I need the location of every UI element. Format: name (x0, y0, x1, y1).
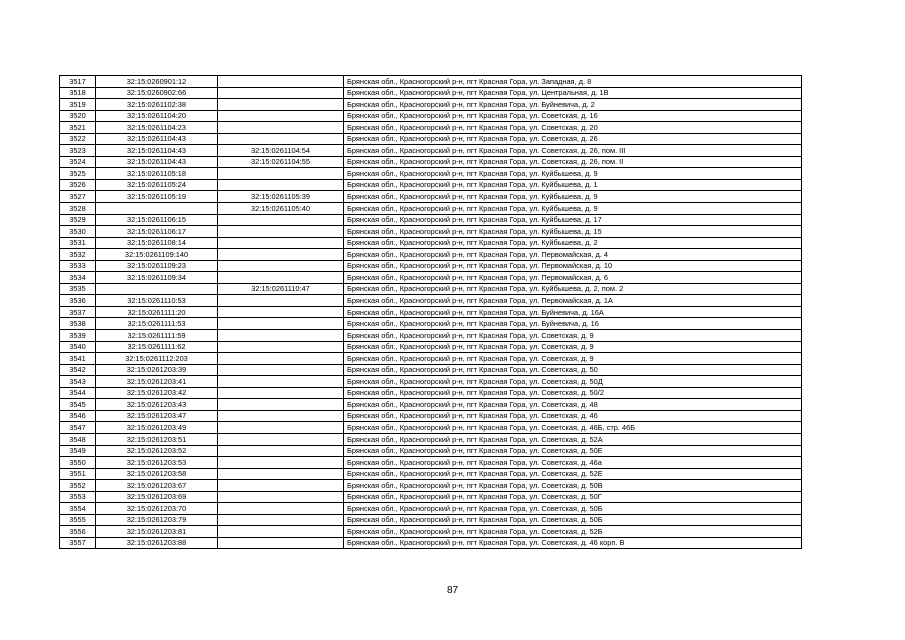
table-row (60, 110, 802, 122)
address-cell: Брянская обл., Красногорский р-н, пгт Красная Гора, ул. Советская, д. 9 (344, 341, 802, 353)
table-row (60, 503, 802, 515)
address-cell: Брянская обл., Красногорский р-н, пгт Красная Гора, ул. Советская, д. 48 (344, 399, 802, 411)
address-cell: Брянская обл., Красногорский р-н, пгт Красная Гора, ул. Куйбышева, д. 9 (344, 168, 802, 180)
building-cadastral-number-cell: 32:15:0261104:55 (218, 156, 344, 168)
address-cell: Брянская обл., Красногорский р-н, пгт Красная Гора, ул. Советская, д. 50Б (344, 503, 802, 515)
table-row (60, 491, 802, 503)
table-body (60, 76, 802, 549)
address-cell: Брянская обл., Красногорский р-н, пгт Красная Гора, ул. Первомайская, д. 6 (344, 272, 802, 284)
cadastral-number-cell: 32:15:0261105:18 (96, 168, 218, 180)
address-cell: Брянская обл., Красногорский р-н, пгт Красная Гора, ул. Советская, д. 50Г (344, 491, 802, 503)
address-cell: Брянская обл., Красногорский р-н, пгт Красная Гора, ул. Западная, д. 8 (344, 76, 802, 88)
table-row (60, 445, 802, 457)
row-number-cell: 3525 (60, 168, 96, 180)
table-row (60, 179, 802, 191)
table-row (60, 295, 802, 307)
cadastral-number-cell: 32:15:0261111:53 (96, 318, 218, 330)
address-cell: Брянская обл., Красногорский р-н, пгт Красная Гора, ул. Буйневича, д. 2 (344, 99, 802, 111)
row-number-cell: 3549 (60, 445, 96, 457)
row-number-cell: 3518 (60, 87, 96, 99)
address-cell: Брянская обл., Красногорский р-н, пгт Красная Гора, ул. Куйбышева, д. 17 (344, 214, 802, 226)
table-row (60, 249, 802, 261)
table-row (60, 237, 802, 249)
building-cadastral-number-cell (218, 364, 344, 376)
row-number-cell: 3526 (60, 179, 96, 191)
address-cell: Брянская обл., Красногорский р-н, пгт Красная Гора, ул. Советская, д. 46а (344, 457, 802, 469)
table-row (60, 145, 802, 157)
table-row (60, 260, 802, 272)
row-number-cell: 3537 (60, 306, 96, 318)
building-cadastral-number-cell (218, 526, 344, 538)
table-row (60, 272, 802, 284)
row-number-cell: 3554 (60, 503, 96, 515)
row-number-cell: 3529 (60, 214, 96, 226)
address-cell: Брянская обл., Красногорский р-н, пгт Красная Гора, ул. Первомайская, д. 1А (344, 295, 802, 307)
building-cadastral-number-cell (218, 214, 344, 226)
address-cell: Брянская обл., Красногорский р-н, пгт Красная Гора, ул. Центральная, д. 1В (344, 87, 802, 99)
cadastral-number-cell: 32:15:0261109:34 (96, 272, 218, 284)
page-number: 87 (446, 585, 459, 596)
address-cell: Брянская обл., Красногорский р-н, пгт Красная Гора, ул. Куйбышева, д. 2 (344, 237, 802, 249)
row-number-cell: 3533 (60, 260, 96, 272)
cadastral-number-cell: 32:15:0261203:70 (96, 503, 218, 515)
building-cadastral-number-cell (218, 480, 344, 492)
address-cell: Брянская обл., Красногорский р-н, пгт Красная Гора, ул. Советская, д. 46 корп. В (344, 537, 802, 549)
table-row (60, 318, 802, 330)
row-number-cell: 3531 (60, 237, 96, 249)
building-cadastral-number-cell (218, 237, 344, 249)
table-row (60, 156, 802, 168)
address-cell: Брянская обл., Красногорский р-н, пгт Красная Гора, ул. Буйневича, д. 16 (344, 318, 802, 330)
building-cadastral-number-cell (218, 318, 344, 330)
address-cell: Брянская обл., Красногорский р-н, пгт Красная Гора, ул. Советская, д. 46 (344, 410, 802, 422)
building-cadastral-number-cell (218, 226, 344, 238)
table-row (60, 399, 802, 411)
table-row (60, 422, 802, 434)
cadastral-number-cell: 32:15:0261203:53 (96, 457, 218, 469)
building-cadastral-number-cell (218, 387, 344, 399)
address-cell: Брянская обл., Красногорский р-н, пгт Красная Гора, ул. Советская, д. 26, пом. II (344, 156, 802, 168)
building-cadastral-number-cell (218, 457, 344, 469)
table-row (60, 214, 802, 226)
cadastral-number-cell: 32:15:0261109:140 (96, 249, 218, 261)
row-number-cell: 3544 (60, 387, 96, 399)
cadastral-number-cell: 32:15:0261108:14 (96, 237, 218, 249)
address-cell: Брянская обл., Красногорский р-н, пгт Красная Гора, ул. Куйбышева, д. 9 (344, 203, 802, 215)
building-cadastral-number-cell (218, 330, 344, 342)
address-cell: Брянская обл., Красногорский р-н, пгт Красная Гора, ул. Куйбышева, д. 2, пом. 2 (344, 283, 802, 295)
building-cadastral-number-cell: 32:15:0261105:40 (218, 203, 344, 215)
row-number-cell: 3553 (60, 491, 96, 503)
cadastral-number-cell: 32:15:0261110:53 (96, 295, 218, 307)
building-cadastral-number-cell (218, 272, 344, 284)
table-row (60, 87, 802, 99)
building-cadastral-number-cell: 32:15:0261110:47 (218, 283, 344, 295)
table-row (60, 526, 802, 538)
row-number-cell: 3538 (60, 318, 96, 330)
address-cell: Брянская обл., Красногорский р-н, пгт Красная Гора, ул. Советская, д. 26, пом. III (344, 145, 802, 157)
building-cadastral-number-cell (218, 260, 344, 272)
row-number-cell: 3540 (60, 341, 96, 353)
building-cadastral-number-cell (218, 168, 344, 180)
building-cadastral-number-cell (218, 179, 344, 191)
table-row (60, 480, 802, 492)
table-row (60, 341, 802, 353)
building-cadastral-number-cell (218, 87, 344, 99)
address-cell: Брянская обл., Красногорский р-н, пгт Красная Гора, ул. Куйбышева, д. 9 (344, 191, 802, 203)
table-row (60, 122, 802, 134)
row-number-cell: 3552 (60, 480, 96, 492)
row-number-cell: 3548 (60, 433, 96, 445)
row-number-cell: 3517 (60, 76, 96, 88)
building-cadastral-number-cell (218, 353, 344, 365)
address-cell: Брянская обл., Красногорский р-н, пгт Красная Гора, ул. Советская, д. 52Е (344, 468, 802, 480)
cadastral-number-cell: 32:15:0261106:17 (96, 226, 218, 238)
cadastral-number-cell: 32:15:0261203:51 (96, 433, 218, 445)
cadastral-number-cell: 32:15:0261203:67 (96, 480, 218, 492)
address-cell: Брянская обл., Красногорский р-н, пгт Красная Гора, ул. Советская, д. 50 (344, 364, 802, 376)
table-row (60, 353, 802, 365)
row-number-cell: 3556 (60, 526, 96, 538)
cadastral-number-cell: 32:15:0260901:12 (96, 76, 218, 88)
table-row (60, 283, 802, 295)
cadastral-number-cell: 32:15:0261203:39 (96, 364, 218, 376)
building-cadastral-number-cell (218, 110, 344, 122)
row-number-cell: 3520 (60, 110, 96, 122)
row-number-cell: 3557 (60, 537, 96, 549)
row-number-cell: 3524 (60, 156, 96, 168)
table-row (60, 191, 802, 203)
building-cadastral-number-cell (218, 503, 344, 515)
cadastral-number-cell: 32:15:0261111:20 (96, 306, 218, 318)
table-row (60, 387, 802, 399)
table-row (60, 514, 802, 526)
row-number-cell: 3543 (60, 376, 96, 388)
cadastral-number-cell: 32:15:0261111:62 (96, 341, 218, 353)
cadastral-number-cell: 32:15:0261203:42 (96, 387, 218, 399)
building-cadastral-number-cell (218, 249, 344, 261)
row-number-cell: 3541 (60, 353, 96, 365)
row-number-cell: 3539 (60, 330, 96, 342)
row-number-cell: 3545 (60, 399, 96, 411)
table-row (60, 306, 802, 318)
table-row (60, 76, 802, 88)
table-row (60, 468, 802, 480)
building-cadastral-number-cell (218, 445, 344, 457)
address-cell: Брянская обл., Красногорский р-н, пгт Красная Гора, ул. Советская, д. 9 (344, 353, 802, 365)
cadastral-number-cell: 32:15:0261104:43 (96, 133, 218, 145)
address-cell: Брянская обл., Красногорский р-н, пгт Красная Гора, ул. Советская, д. 50Д (344, 376, 802, 388)
address-cell: Брянская обл., Красногорский р-н, пгт Красная Гора, ул. Советская, д. 20 (344, 122, 802, 134)
building-cadastral-number-cell (218, 306, 344, 318)
building-cadastral-number-cell (218, 433, 344, 445)
row-number-cell: 3521 (60, 122, 96, 134)
cadastral-number-cell: 32:15:0261203:58 (96, 468, 218, 480)
building-cadastral-number-cell (218, 133, 344, 145)
table-row (60, 364, 802, 376)
table-row (60, 99, 802, 111)
building-cadastral-number-cell (218, 341, 344, 353)
row-number-cell: 3528 (60, 203, 96, 215)
row-number-cell: 3535 (60, 283, 96, 295)
row-number-cell: 3534 (60, 272, 96, 284)
cadastral-number-cell: 32:15:0261203:47 (96, 410, 218, 422)
row-number-cell: 3527 (60, 191, 96, 203)
building-cadastral-number-cell (218, 491, 344, 503)
row-number-cell: 3546 (60, 410, 96, 422)
cadastral-number-cell: 32:15:0261104:43 (96, 145, 218, 157)
cadastral-number-cell: 32:15:0261104:23 (96, 122, 218, 134)
cadastral-number-cell: 32:15:0261203:41 (96, 376, 218, 388)
building-cadastral-number-cell (218, 122, 344, 134)
address-cell: Брянская обл., Красногорский р-н, пгт Красная Гора, ул. Советская, д. 50Б (344, 514, 802, 526)
cadastral-number-cell: 32:15:0261112:203 (96, 353, 218, 365)
row-number-cell: 3532 (60, 249, 96, 261)
row-number-cell: 3530 (60, 226, 96, 238)
cadastral-number-cell: 32:15:0261111:59 (96, 330, 218, 342)
cadastral-number-cell: 32:15:0260902:66 (96, 87, 218, 99)
building-cadastral-number-cell (218, 537, 344, 549)
row-number-cell: 3555 (60, 514, 96, 526)
building-cadastral-number-cell (218, 76, 344, 88)
row-number-cell: 3547 (60, 422, 96, 434)
address-cell: Брянская обл., Красногорский р-н, пгт Красная Гора, ул. Советская, д. 9 (344, 330, 802, 342)
row-number-cell: 3522 (60, 133, 96, 145)
table-row (60, 537, 802, 549)
cadastral-number-cell: 32:15:0261203:43 (96, 399, 218, 411)
cadastral-number-cell: 32:15:0261104:20 (96, 110, 218, 122)
building-cadastral-number-cell (218, 410, 344, 422)
table-row (60, 410, 802, 422)
row-number-cell: 3523 (60, 145, 96, 157)
cadastral-number-cell: 32:15:0261203:79 (96, 514, 218, 526)
table-row (60, 457, 802, 469)
row-number-cell: 3519 (60, 99, 96, 111)
building-cadastral-number-cell: 32:15:0261105:39 (218, 191, 344, 203)
row-number-cell: 3551 (60, 468, 96, 480)
address-cell: Брянская обл., Красногорский р-н, пгт Красная Гора, ул. Куйбышева, д. 15 (344, 226, 802, 238)
table-row (60, 226, 802, 238)
cadastral-number-cell: 32:15:0261105:24 (96, 179, 218, 191)
building-cadastral-number-cell: 32:15:0261104:54 (218, 145, 344, 157)
cadastral-number-cell: 32:15:0261109:23 (96, 260, 218, 272)
row-number-cell: 3536 (60, 295, 96, 307)
building-cadastral-number-cell (218, 422, 344, 434)
building-cadastral-number-cell (218, 399, 344, 411)
row-number-cell: 3542 (60, 364, 96, 376)
cadastral-number-cell: 32:15:0261106:15 (96, 214, 218, 226)
table-row (60, 168, 802, 180)
table-row (60, 133, 802, 145)
registry-table (59, 75, 802, 549)
address-cell: Брянская обл., Красногорский р-н, пгт Красная Гора, ул. Советская, д. 52А (344, 433, 802, 445)
table-row (60, 203, 802, 215)
cadastral-number-cell: 32:15:0261104:43 (96, 156, 218, 168)
address-cell: Брянская обл., Красногорский р-н, пгт Красная Гора, ул. Первомайская, д. 4 (344, 249, 802, 261)
cadastral-number-cell: 32:15:0261102:38 (96, 99, 218, 111)
cadastral-number-cell: 32:15:0261203:69 (96, 491, 218, 503)
address-cell: Брянская обл., Красногорский р-н, пгт Красная Гора, ул. Советская, д. 26 (344, 133, 802, 145)
cadastral-number-cell (96, 283, 218, 295)
building-cadastral-number-cell (218, 295, 344, 307)
address-cell: Брянская обл., Красногорский р-н, пгт Красная Гора, ул. Буйневича, д. 16А (344, 306, 802, 318)
address-cell: Брянская обл., Красногорский р-н, пгт Красная Гора, ул. Советская, д. 52Б (344, 526, 802, 538)
address-cell: Брянская обл., Красногорский р-н, пгт Красная Гора, ул. Советская, д. 46Б, стр. 46Б (344, 422, 802, 434)
building-cadastral-number-cell (218, 468, 344, 480)
building-cadastral-number-cell (218, 376, 344, 388)
address-cell: Брянская обл., Красногорский р-н, пгт Красная Гора, ул. Советская, д. 50Е (344, 445, 802, 457)
table-row (60, 376, 802, 388)
table-row (60, 433, 802, 445)
address-cell: Брянская обл., Красногорский р-н, пгт Красная Гора, ул. Куйбышева, д. 1 (344, 179, 802, 191)
cadastral-number-cell: 32:15:0261203:49 (96, 422, 218, 434)
cadastral-number-cell: 32:15:0261203:88 (96, 537, 218, 549)
cadastral-number-cell: 32:15:0261105:19 (96, 191, 218, 203)
table-row (60, 330, 802, 342)
cadastral-number-cell: 32:15:0261203:81 (96, 526, 218, 538)
address-cell: Брянская обл., Красногорский р-н, пгт Красная Гора, ул. Советская, д. 50В (344, 480, 802, 492)
building-cadastral-number-cell (218, 514, 344, 526)
cadastral-number-cell: 32:15:0261203:52 (96, 445, 218, 457)
address-cell: Брянская обл., Красногорский р-н, пгт Красная Гора, ул. Советская, д. 16 (344, 110, 802, 122)
address-cell: Брянская обл., Красногорский р-н, пгт Красная Гора, ул. Советская, д. 50/2 (344, 387, 802, 399)
row-number-cell: 3550 (60, 457, 96, 469)
cadastral-number-cell (96, 203, 218, 215)
address-cell: Брянская обл., Красногорский р-н, пгт Красная Гора, ул. Первомайская, д. 10 (344, 260, 802, 272)
building-cadastral-number-cell (218, 99, 344, 111)
